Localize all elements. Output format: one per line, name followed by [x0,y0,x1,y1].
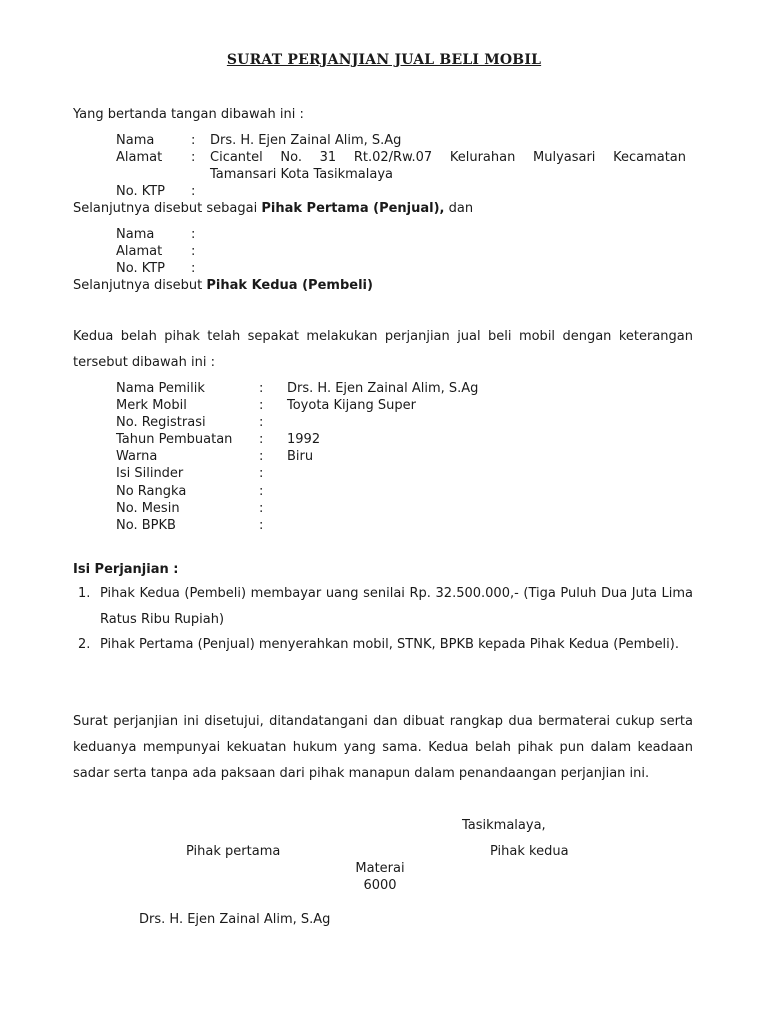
stamp-duty-value: 6000 [363,878,397,893]
party2-designation [73,277,373,294]
colon: : [191,227,196,242]
colon: : [259,466,264,481]
party1-name-label: Nama [116,133,155,148]
car-value: Drs. H. Ejen Zainal Alim, S.Ag [287,381,479,396]
address-word: No. [280,150,302,165]
colon: : [259,398,264,413]
colon: : [259,381,264,396]
party1-signatory-name: Drs. H. Ejen Zainal Alim, S.Ag [139,912,331,927]
colon: : [259,484,264,499]
car-value: Toyota Kijang Super [287,398,416,413]
designation-prefix: Selanjutnya disebut sebagai [73,201,262,216]
colon: : [259,449,264,464]
item-number: 2. [78,637,91,652]
contents-heading: Isi Perjanjian : [73,562,179,577]
colon: : [191,133,196,148]
party1-signature-label: Pihak pertama [186,844,281,859]
address-word: 31 [319,150,337,165]
designation-suffix: dan [444,201,474,216]
party2-name-label: Nama [116,227,155,242]
colon: : [259,432,264,447]
party2-address-label: Alamat [116,244,163,259]
colon: : [259,501,264,516]
item-number: 1. [78,586,91,601]
colon: : [191,244,196,259]
designation-bold: Pihak Pertama (Penjual), [261,201,445,216]
item-text: Pihak Kedua (Pembeli) membayar uang senilai Rp. 32.500.000,- (Tiga Puluh Dua Juta Lima Ratus Ribu Rupiah) [100,586,693,627]
car-label: Tahun Pembuatan [116,432,233,447]
car-label: No Rangka [116,484,187,499]
party2-ktp-label: No. KTP [116,261,166,276]
agreement-intro: Kedua belah pihak telah sepakat melakukan perjanjian jual beli mobil dengan keterangan tersebut dibawah ini : [73,329,693,370]
car-label: Merk Mobil [116,398,187,413]
colon: : [191,261,196,276]
car-label: No. BPKB [116,518,176,533]
party2-signature-label: Pihak kedua [490,844,569,859]
item-text: Pihak Pertama (Penjual) menyerahkan mobil, STNK, BPKB kepada Pihak Kedua (Pembeli). [100,637,679,652]
address-word: Kecamatan [613,150,687,165]
colon: : [259,518,264,533]
car-label: No. Registrasi [116,415,206,430]
party1-name-value: Drs. H. Ejen Zainal Alim, S.Ag [210,133,402,148]
car-label: Warna [116,449,158,464]
designation-prefix: Selanjutnya disebut [73,278,207,293]
document-title: SURAT PERJANJIAN JUAL BELI MOBIL [226,52,542,68]
party1-designation [73,200,473,217]
intro-text: Yang bertanda tangan dibawah ini : [73,107,304,122]
car-value: Biru [287,449,314,464]
party1-address-line1 [210,149,686,166]
party1-address-line2: Tamansari Kota Tasikmalaya [210,167,394,182]
stamp-duty-label: Materai [355,861,405,876]
car-label: No. Mesin [116,501,180,516]
party1-ktp-label: No. KTP [116,184,166,199]
designation-bold: Pihak Kedua (Pembeli) [206,278,373,293]
car-label: Isi Silinder [116,466,184,481]
car-value: 1992 [287,432,321,447]
address-word: Rt.02/Rw.07 [353,150,433,165]
address-word: Mulyasari [533,150,596,165]
colon: : [191,150,196,165]
party1-address-label: Alamat [116,150,163,165]
car-label: Nama Pemilik [116,381,205,396]
address-word: Cicantel [210,150,263,165]
colon: : [259,415,264,430]
colon: : [191,184,196,199]
place-date: Tasikmalaya, [462,818,546,833]
closing-paragraph: Surat perjanjian ini disetujui, ditandatangani dan dibuat rangkap dua bermaterai cukup serta keduanya mempunyai kekuatan hukum yang sama. Kedua belah pihak pun dalam keadaan sadar serta tanpa ada paksaan dari pihak manapun dalam penandaangan perjanjian ini. [73,714,693,781]
address-word: Kelurahan [449,150,516,165]
